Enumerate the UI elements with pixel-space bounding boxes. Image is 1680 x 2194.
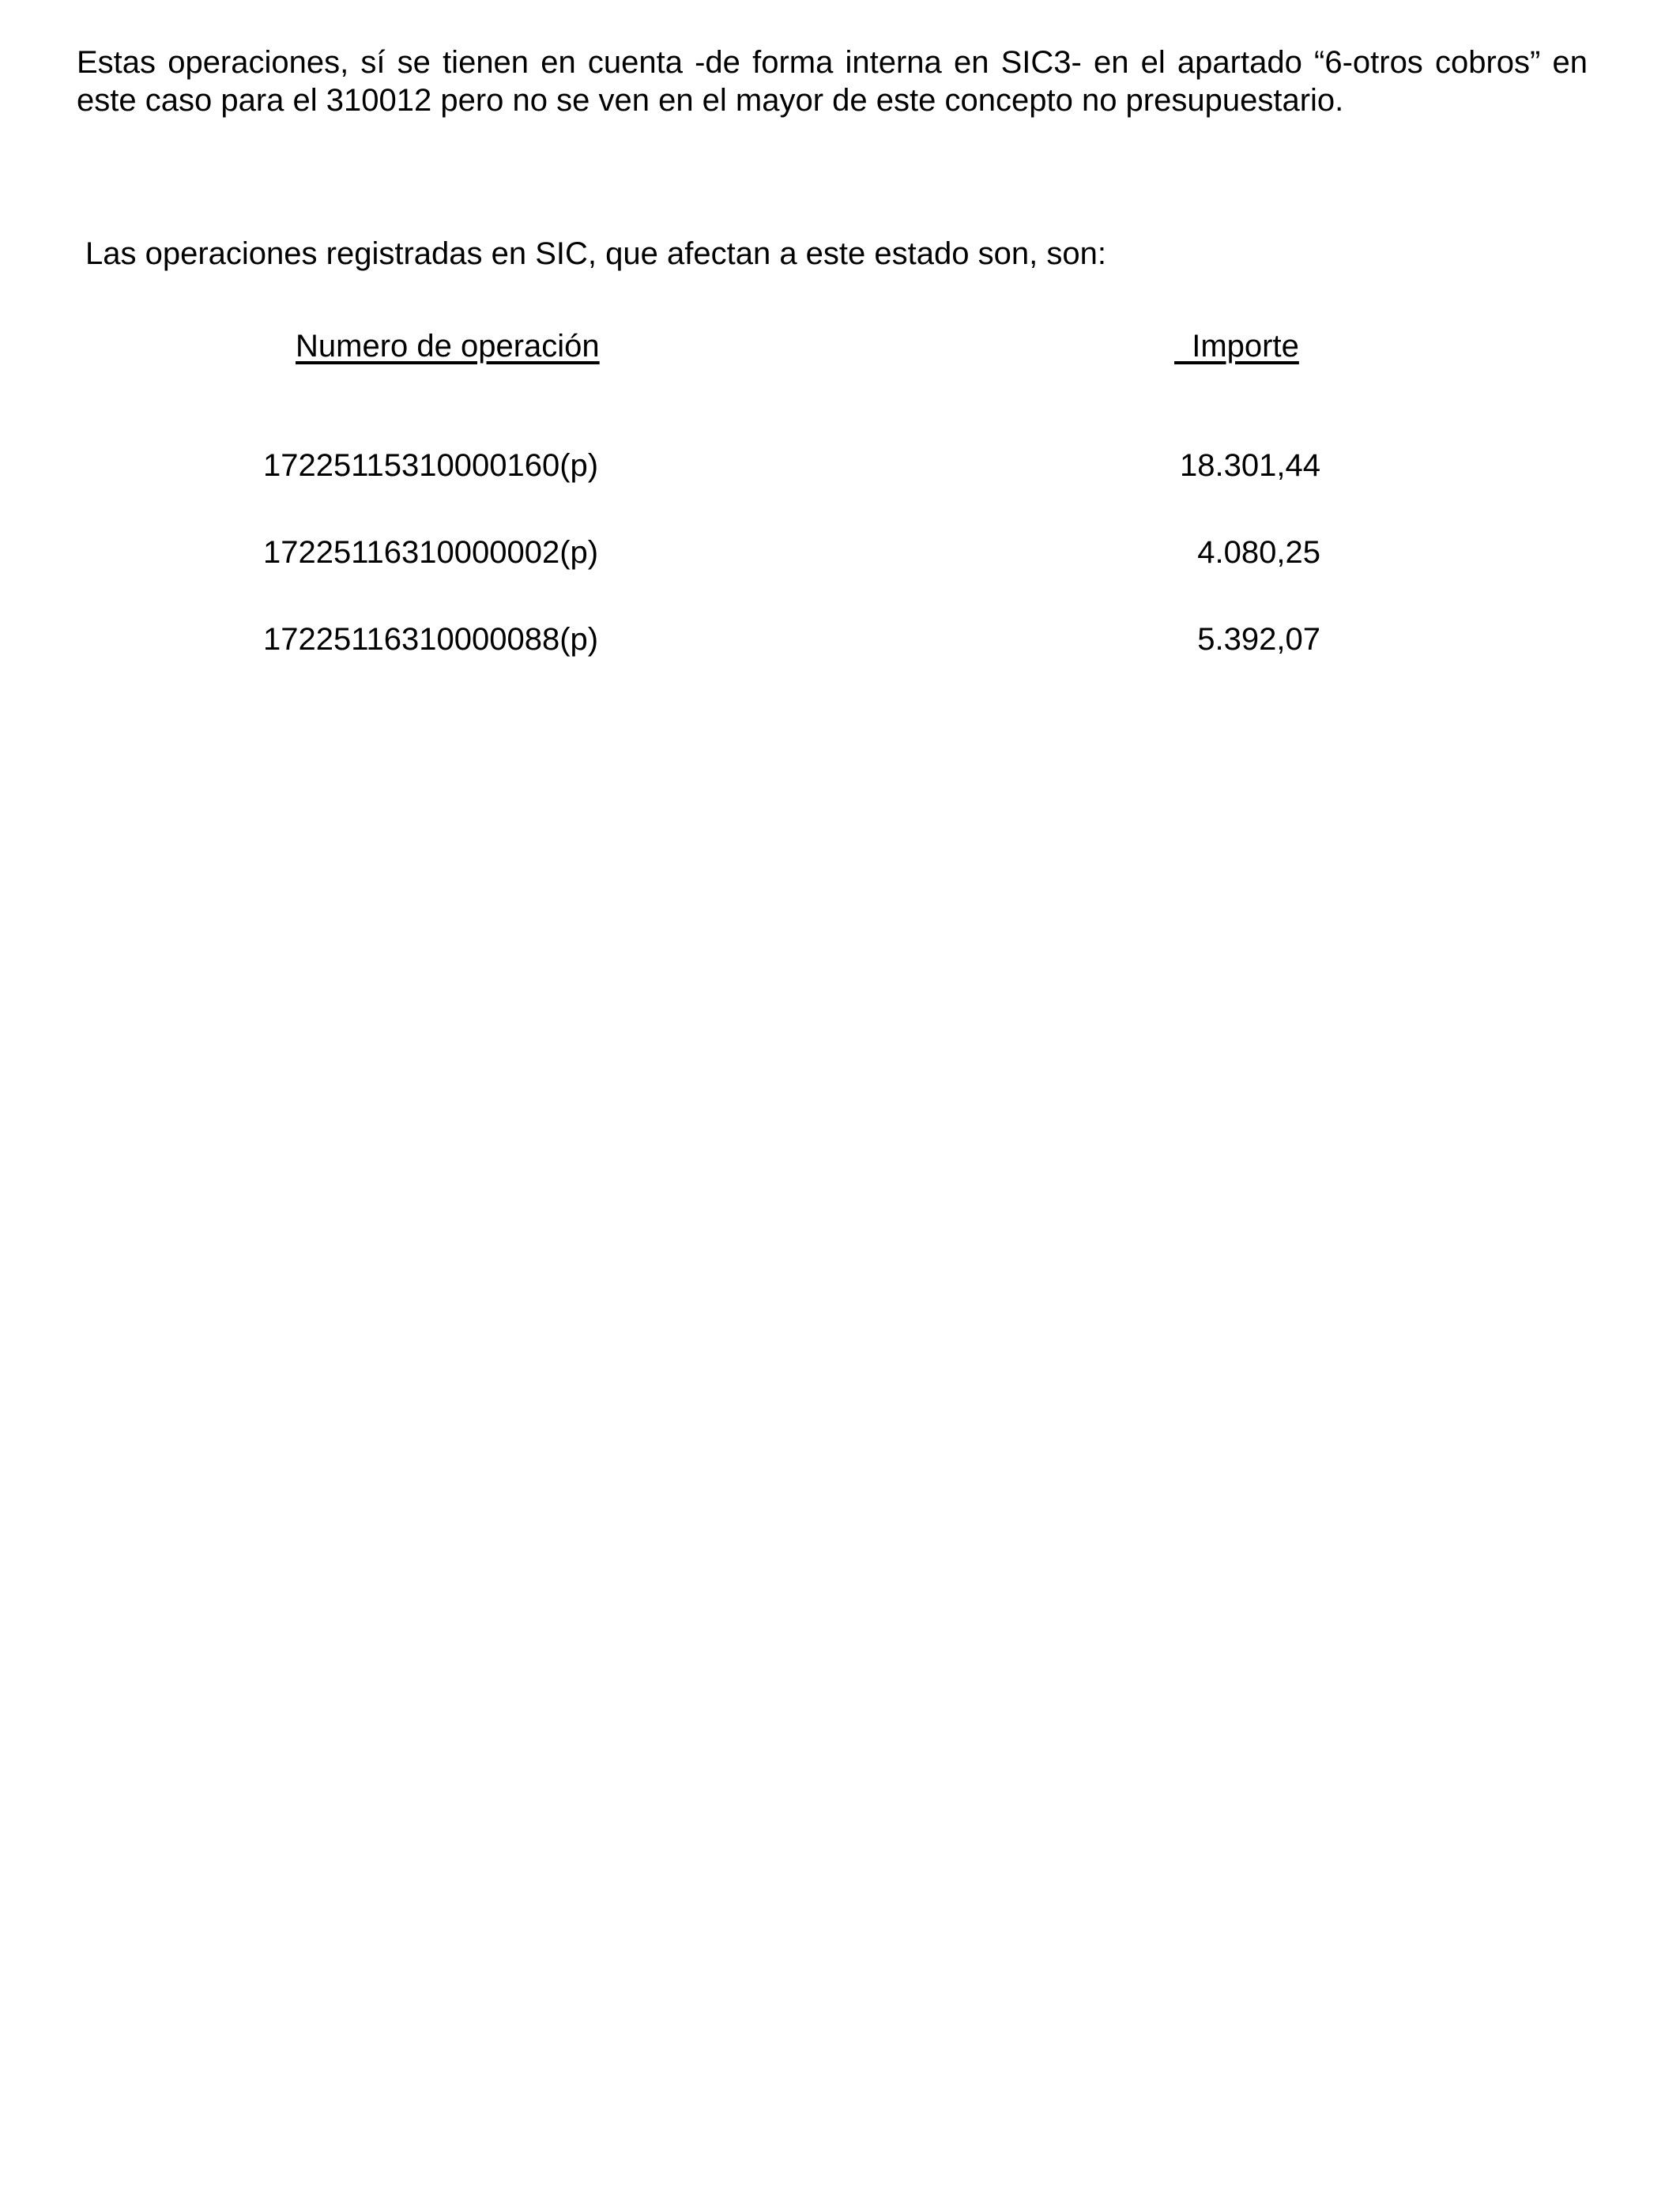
operations-intro: Las operaciones registradas en SIC, que afectan a este estado son, son: <box>85 236 1106 271</box>
table-row <box>0 447 1680 484</box>
operation-amount: 4.080,25 <box>1197 535 1320 570</box>
operation-number: 17225116310000088(p) <box>263 622 599 657</box>
operation-number: 17225116310000002(p) <box>263 535 599 570</box>
operation-amount: 5.392,07 <box>1197 622 1320 657</box>
operation-amount: 18.301,44 <box>1180 448 1320 483</box>
operation-number: 17225115310000160(p) <box>263 448 599 483</box>
table-row <box>0 533 1680 571</box>
body-paragraph: Estas operaciones, sí se tienen en cuenta -de forma interna en SIC3- en el apartado “6-otros cobros” en este caso para el 310012 pero no se ven en el mayor de este concepto no presupuestario. <box>77 45 1588 118</box>
column-header-operation: Numero de operación <box>296 329 600 364</box>
column-header-amount: Importe <box>1174 329 1299 364</box>
table-row <box>0 620 1680 658</box>
